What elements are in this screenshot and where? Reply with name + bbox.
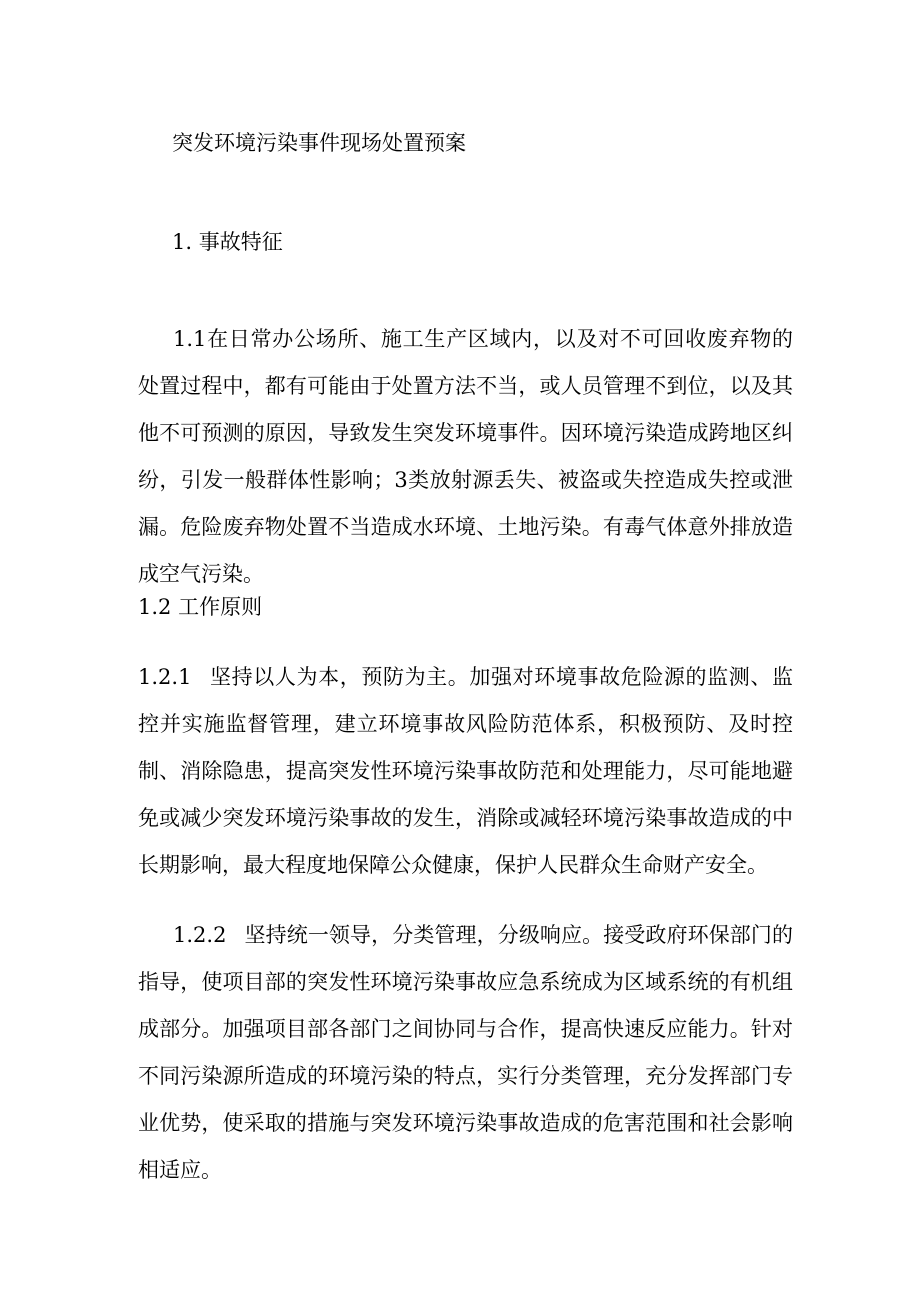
section-heading-1: 1. 事故特征 <box>172 230 283 254</box>
clause-number-1-2-1: 1.2.1 <box>138 665 192 689</box>
sub-heading-1-2: 1.2 工作原则 <box>138 595 263 619</box>
clause-number-1-2-2: 1.2.2 <box>173 923 227 947</box>
paragraph-1-2-1 <box>138 654 793 889</box>
paragraph-1-1: 1.1在日常办公场所、施工生产区域内，以及对不可回收废弃物的处置过程中，都有可能由于处置方法不当，或人员管理不到位，以及其他不可预测的原因，导致发生突发环境事件。因环境污染造成跨地区纠纷，引发一般群体性影响；3类放射源丢失、被盗或失控造成失控或泄漏。危险废弃物处置不当造成水环境、土地污染。有毒气体意外排放造成空气污染。 <box>138 327 793 586</box>
clause-text-1-2-2: 坚持统一领导，分类管理，分级响应。接受政府环保部门的指导，使项目部的突发性环境污染事故应急系统成为区域系统的有机组成部分。加强项目部各部门之间协同与合作，提高快速反应能力。针对不同污染源所造成的环境污染的特点，实行分类管理，充分发挥部门专业优势，使采取的措施与突发环境污染事故造成的危害范围和社会影响相适应。 <box>138 923 793 1182</box>
clause-text-1-2-1: 坚持以人为本，预防为主。加强对环境事故危险源的监测、监控并实施监督管理，建立环境事故风险防范体系，积极预防、及时控制、消除隐患，提高突发性环境污染事故防范和处理能力，尽可能地避免或减少突发环境污染事故的发生，消除或减轻环境污染事故造成的中长期影响，最大程度地保障公众健康，保护人民群众生命财产安全。 <box>138 665 793 877</box>
document-title: 突发环境污染事件现场处置预案 <box>172 131 466 155</box>
paragraph-1-2-2 <box>138 912 793 1194</box>
